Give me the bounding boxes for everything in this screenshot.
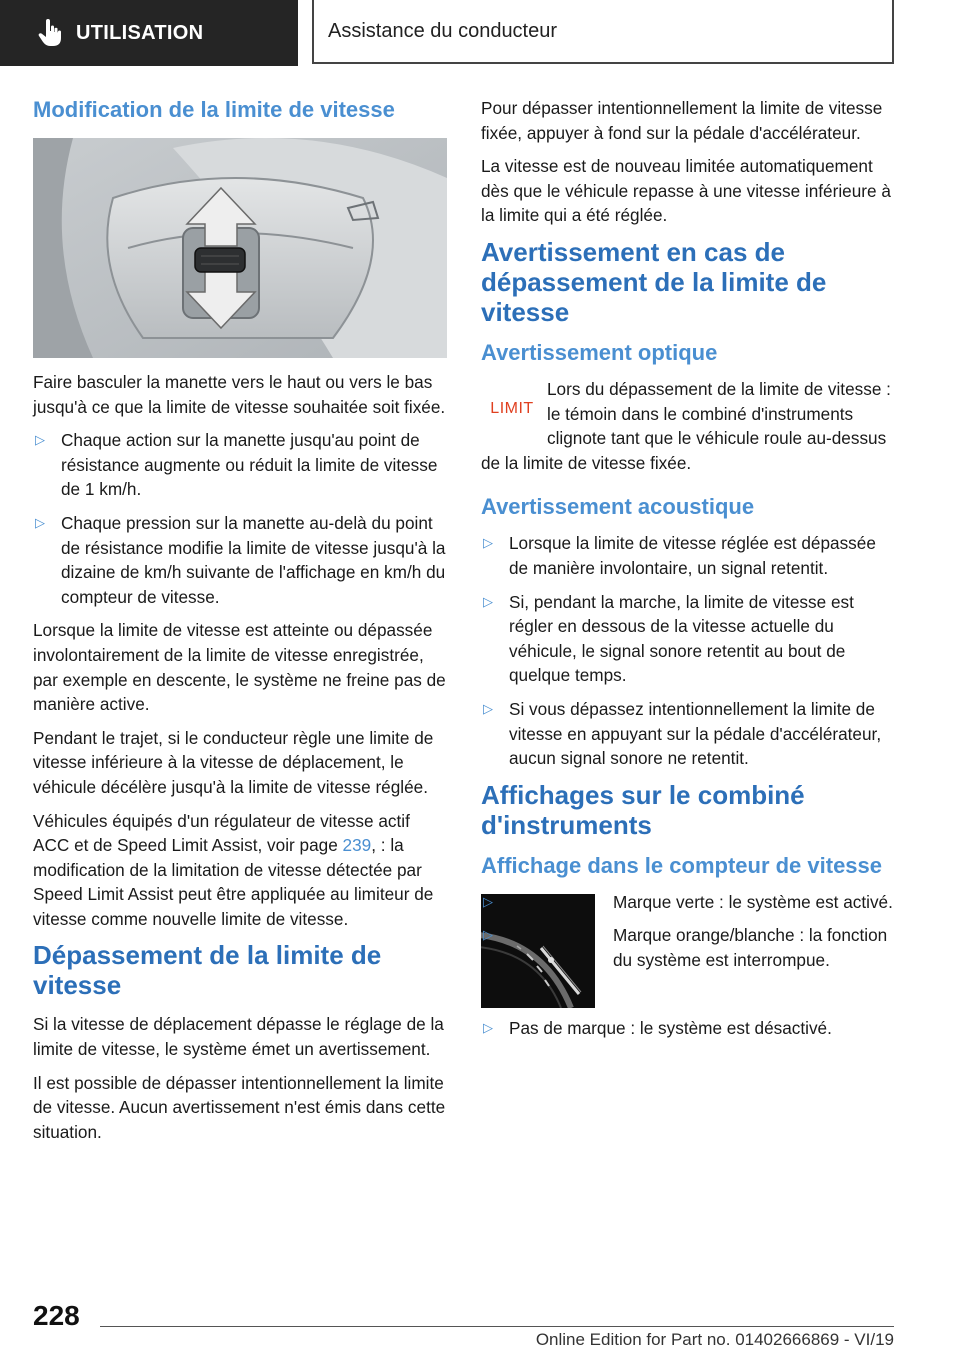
heading-avertissement: Avertissement en cas de dépassement de la limite de vitesse xyxy=(481,236,827,327)
list-item: ▷ Marque orange/blanche : la fonction du système est interrompue. xyxy=(483,925,888,970)
bullet-list-acoustique xyxy=(481,531,895,770)
edition-text: Online Edition for Part no. 01402666869 - VI/19 xyxy=(535,1330,894,1349)
left-column xyxy=(33,96,447,1153)
heading-affichages: Affichages sur le combiné d'instruments xyxy=(481,779,805,840)
para-4: Véhicules équipés d'un régulateur de vitesse actif ACC et de Speed Limit Assist, voir page 239, : la modification de la limitation de vitesse détectée par Speed Limit Assist peut être appliquée au limiteur de vitesse comme nouvelle limite de vitesse. xyxy=(33,810,434,929)
list-item: ▷ Si, pendant la marche, la limite de vitesse est régler en dessous de la vitesse actuelle du véhicule, le signal sonore retentit au bout de quelque temps. xyxy=(483,591,854,686)
list-item: ▷ Si vous dépassez intentionnellement la limite de vitesse en appuyant sur la pédale d'accélérateur, aucun signal sonore ne retentit. xyxy=(483,698,882,769)
limit-paragraph xyxy=(481,377,895,475)
triangle-bullet-icon: ▷ xyxy=(483,593,493,609)
heading-acoustique: Avertissement acoustique xyxy=(481,494,755,520)
list-item: ▷ Chaque pression sur la manette au-delà du point de résistance modifie la limite de vitesse jusqu'à la dizaine de km/h suivante de l'affichage en km/h du compteur de vitesse. xyxy=(35,512,446,607)
triangle-bullet-icon: ▷ xyxy=(483,893,493,909)
triangle-bullet-icon: ▷ xyxy=(483,927,493,943)
chapter-title: Assistance du conducteur xyxy=(328,19,558,42)
steering-wheel-photo xyxy=(33,138,447,358)
para-3: Pendant le trajet, si le conducteur règle une limite de vitesse inférieure à la vitesse de déplacement, le véhicule décélère jusqu'à la limite de vitesse réglée. xyxy=(33,727,434,797)
heading-compteur: Affichage dans le compteur de vitesse xyxy=(481,852,883,878)
chapter-box xyxy=(312,0,894,64)
footer-divider xyxy=(100,1326,894,1327)
triangle-bullet-icon: ▷ xyxy=(35,432,45,448)
list-item: ▷ Pas de marque : le système est désactivé. xyxy=(481,1016,895,1041)
heading-depassement: Dépassement de la limite de vitesse xyxy=(33,940,382,1001)
para-r2: La vitesse est de nouveau limitée automatiquement dès que le véhicule repasse à une vitesse inférieure à la limite qui a été réglée. xyxy=(481,156,891,226)
heading-optique: Avertissement optique xyxy=(481,339,718,365)
bullet-list-compteur-b xyxy=(481,1016,895,1041)
page-link[interactable]: 239 xyxy=(342,835,372,856)
right-column xyxy=(481,96,895,1049)
section-title: UTILISATION xyxy=(76,21,204,44)
triangle-bullet-icon: ▷ xyxy=(483,700,493,716)
page-footer xyxy=(0,1300,960,1362)
triangle-bullet-icon: ▷ xyxy=(483,535,493,551)
limit-indicator-icon: LIMIT xyxy=(490,399,534,417)
list-item: ▷ Chaque action sur la manette jusqu'au point de résistance augmente ou réduit la limite de vitesse de 1 km/h. xyxy=(35,430,438,500)
bullet-list-compteur-a xyxy=(481,890,895,973)
speedometer-section xyxy=(481,890,895,1016)
list-item: ▷ Marque verte : le système est activé. xyxy=(481,890,895,915)
hand-pointer-icon xyxy=(38,19,62,47)
list-item: ▷ Lorsque la limite de vitesse réglée est dépassée de manière involontaire, un signal retentit. xyxy=(483,533,876,578)
para-5: Si la vitesse de déplacement dépasse le réglage de la limite de vitesse, le système émet un avertissement. xyxy=(33,1014,444,1060)
triangle-bullet-icon: ▷ xyxy=(35,514,45,530)
para-2: Lorsque la limite de vitesse est atteinte ou dépassée involontairement de la limite de vitesse enregistrée, par exemple en descente, le système ne freine pas de manière active. xyxy=(33,620,446,715)
heading-modification: Modification de la limite de vitesse xyxy=(33,97,395,122)
triangle-bullet-icon: ▷ xyxy=(483,1019,493,1035)
para-optique: Lors du dépassement de la limite de vitesse : le témoin dans le combiné d'instruments clignote tant que le véhicule roule au-dessus de la limite de vitesse fixée. xyxy=(481,378,891,473)
section-tab xyxy=(0,0,298,66)
page-header xyxy=(0,0,960,68)
para-r1: Pour dépasser intentionnellement la limite de vitesse fixée, appuyer à fond sur la pédale d'accélérateur. xyxy=(481,98,883,143)
bullet-list-1 xyxy=(33,428,447,609)
page-number: 228 xyxy=(33,1300,80,1331)
para-1: Faire basculer la manette vers le haut ou vers le bas jusqu'à ce que la limite de vitesse souhaitée soit fixée. xyxy=(33,372,446,417)
para-6: Il est possible de dépasser intentionnellement la limite de vitesse. Aucun avertissement n'est émis dans cette situation. xyxy=(33,1072,446,1142)
